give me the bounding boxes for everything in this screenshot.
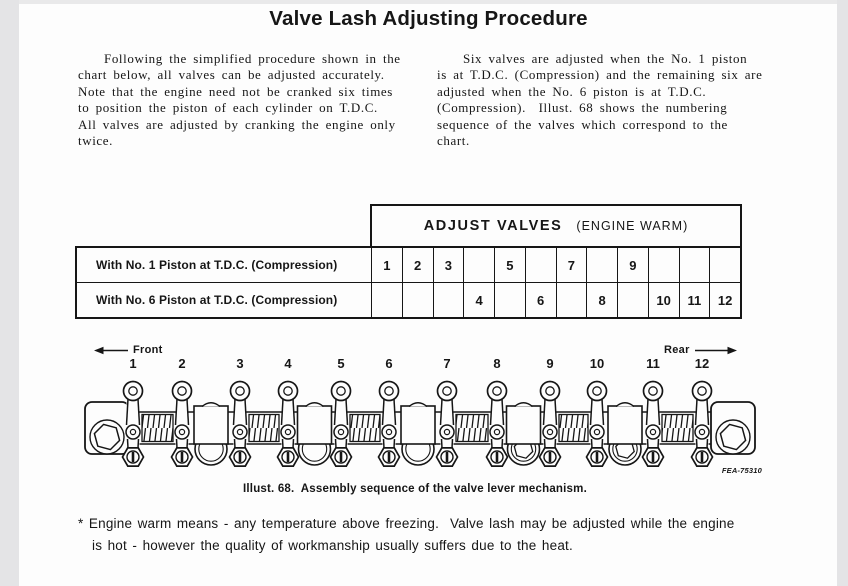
valve-cell: 9: [618, 248, 649, 282]
valve-cell: 10: [649, 283, 680, 317]
valve-cell: [680, 248, 711, 282]
valve-number: 6: [385, 356, 393, 371]
valve-number: 1: [129, 356, 137, 371]
valve-cell: [372, 283, 403, 317]
table-row: [77, 248, 740, 282]
valve-cell: [587, 248, 618, 282]
valve-cell: 1: [372, 248, 403, 282]
valve-cell: 7: [557, 248, 588, 282]
valve-number: 5: [337, 356, 345, 371]
valve-number: 7: [443, 356, 451, 371]
valve-cell: 2: [403, 248, 434, 282]
valve-cell: 4: [464, 283, 495, 317]
valve-number: 12: [694, 356, 710, 371]
row-label: With No. 6 Piston at T.D.C. (Compression): [77, 283, 372, 317]
valve-number: 11: [646, 356, 660, 371]
page-margin-right: [837, 0, 848, 586]
valve-cell: 12: [717, 292, 733, 308]
illustration-caption: Illust. 68. Assembly sequence of the valve lever mechanism.: [243, 483, 587, 495]
page-margin-left: [0, 0, 19, 586]
row-label: With No. 1 Piston at T.D.C. (Compression): [77, 248, 372, 282]
valve-number: 2: [178, 356, 186, 371]
valve-cell: 6: [526, 283, 557, 317]
valve-cell: 8: [587, 283, 618, 317]
valve-cell: [649, 248, 680, 282]
adjust-valves-table-body: [75, 246, 742, 319]
valve-cell: [618, 283, 649, 317]
page-margin-top: [0, 0, 848, 4]
page-title: Valve Lash Adjusting Procedure: [269, 7, 588, 30]
valve-cell: 5: [495, 248, 526, 282]
valve-cell: [434, 283, 465, 317]
valve-cell: [710, 248, 740, 282]
valve-lever-mechanism-illustration: [75, 338, 765, 483]
valve-number: 8: [493, 356, 501, 371]
footnote-asterisk: *: [78, 516, 84, 531]
valve-cell: [464, 248, 495, 282]
valve-number: 10: [589, 356, 605, 371]
valve-number: 4: [284, 356, 292, 371]
valve-number: 3: [236, 356, 244, 371]
rear-label: Rear: [664, 344, 690, 356]
intro-paragraph-left: Following the simplified procedure shown in the chart below, all valves can be adjusted accurately. Note that the engine need not be cranked six times to position the piston of each cylinder on T.D.C. All valves are adjusted by cranking the engine only twice.: [78, 51, 408, 149]
footnote-text: Engine warm means - any temperature above freezing. Valve lash may be adjusted while the engine is hot - however the quality of workmanship usually suffers due to the heat.: [88, 516, 740, 553]
front-label: Front: [133, 344, 163, 356]
footnote: [78, 513, 744, 556]
valve-cell: 3: [434, 248, 465, 282]
valve-cell: [495, 283, 526, 317]
valve-number: 9: [546, 356, 554, 371]
table-header-note: (ENGINE WARM): [576, 219, 689, 233]
adjust-valves-table-header: [370, 204, 742, 248]
valve-cell: [526, 248, 557, 282]
valve-cell: [403, 283, 434, 317]
table-row: [77, 282, 740, 317]
intro-paragraph-right: Six valves are adjusted when the No. 1 piston is at T.D.C. (Compression) and the remaining six are adjusted when the No. 6 piston is at T.D.C. (Compression). Illust. 68 shows the numbering sequence of the valves which correspond to the chart.: [437, 51, 769, 149]
valve-cell: [557, 283, 588, 317]
valve-cell: 11: [680, 283, 711, 317]
table-header-title: ADJUST VALVES: [423, 218, 563, 234]
figure-code: FEA-75310: [721, 466, 762, 475]
